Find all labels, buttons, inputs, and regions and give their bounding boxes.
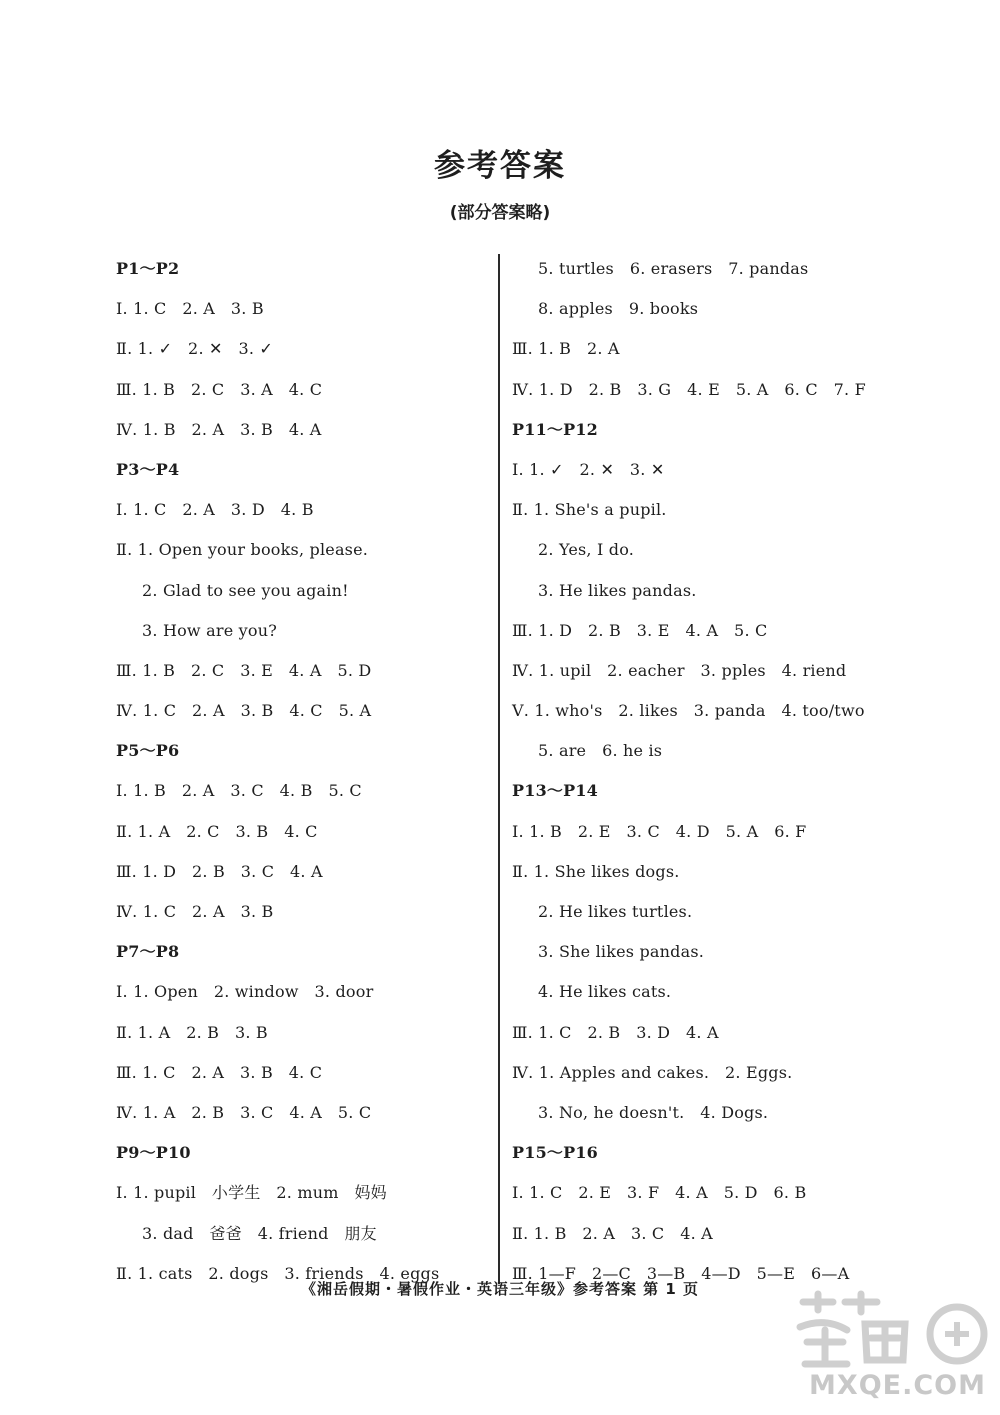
section-heading: P7～P8 [116, 942, 180, 962]
page-footer: 《湘岳假期・暑假作业・英语三年级》参考答案 第 1 页 [300, 1280, 700, 1298]
section-heading: P3～P4 [116, 459, 180, 479]
answer-line: Ⅱ. 1. cats 2. dogs 3. friends 4. eggs [116, 1263, 440, 1283]
answer-line: Ⅳ. 1. D 2. B 3. G 4. E 5. A 6. C 7. F [512, 379, 866, 399]
answer-line: Ⅲ. 1. B 2. C 3. E 4. A 5. D [116, 660, 372, 680]
watermark-text: MXQE.COM [809, 1370, 986, 1401]
answer-line: Ⅰ. 1. Open 2. window 3. door [116, 982, 374, 1002]
answer-line: 5. turtles 6. erasers 7. pandas [538, 259, 809, 278]
answer-line: 2. He likes turtles. [538, 902, 693, 921]
answer-line: 8. apples 9. books [538, 299, 699, 319]
answer-line: Ⅱ. 1. A 2. B 3. B [116, 1022, 268, 1042]
answer-line: Ⅲ. 1. C 2. A 3. B 4. C [116, 1062, 323, 1082]
answer-line: Ⅳ. 1. C 2. A 3. B 4. C 5. A [116, 701, 372, 721]
answer-line: 3. How are you? [142, 620, 278, 640]
section-heading: P13～P14 [512, 781, 598, 801]
answer-line: Ⅲ. 1. D 2. B 3. C 4. A [116, 861, 323, 881]
answer-line: Ⅰ. 1. ✓ 2. ✕ 3. ✕ [512, 459, 665, 479]
section-heading: P5～P6 [116, 741, 180, 761]
section-heading: P15～P16 [512, 1143, 598, 1163]
section-heading: P11～P12 [512, 419, 598, 439]
answers-right-column [512, 249, 912, 1294]
section-heading: P1～P2 [116, 259, 180, 278]
page-title: 参考答案 [434, 148, 566, 184]
answer-line: Ⅰ. 1. C 2. A 3. B [116, 299, 264, 319]
answer-line: Ⅱ. 1. She likes dogs. [512, 861, 680, 881]
answer-line: Ⅱ. 1. ✓ 2. ✕ 3. ✓ [116, 339, 274, 359]
answer-line: Ⅰ. 1. C 2. A 3. D 4. B [116, 500, 314, 520]
section-heading: P9～P10 [116, 1143, 191, 1163]
answer-line: Ⅰ. 1. pupil 小学生 2. mum 妈妈 [116, 1183, 387, 1203]
answer-line: Ⅲ. 1. C 2. B 3. D 4. A [512, 1022, 719, 1042]
answer-line: 5. are 6. he is [538, 741, 663, 761]
answer-line: Ⅲ. 1. D 2. B 3. E 4. A 5. C [512, 620, 768, 640]
answer-line: 3. He likes pandas. [538, 580, 697, 600]
answers-left-column [116, 249, 486, 1294]
answer-line: Ⅱ. 1. A 2. C 3. B 4. C [116, 821, 318, 841]
answer-line: 2. Yes, I do. [538, 540, 635, 560]
answer-line: Ⅲ. 1. B 2. A [512, 339, 620, 359]
answer-line: 3. No, he doesn't. 4. Dogs. [538, 1102, 769, 1122]
answer-line: Ⅴ. 1. who's 2. likes 3. panda 4. too/two [512, 701, 865, 721]
column-divider [498, 254, 500, 1284]
answer-line: Ⅳ. 1. B 2. A 3. B 4. A [116, 419, 322, 439]
answer-line: Ⅰ. 1. B 2. A 3. C 4. B 5. C [116, 781, 362, 801]
answer-line: Ⅳ. 1. A 2. B 3. C 4. A 5. C [116, 1102, 372, 1122]
answer-line: Ⅲ. 1. B 2. C 3. A 4. C [116, 379, 323, 399]
page-subtitle: (部分答案略) [449, 203, 551, 223]
answer-line: 3. She likes pandas. [538, 942, 705, 962]
answer-line: Ⅲ. 1—F 2—C 3—B 4—D 5—E 6—A [512, 1263, 850, 1283]
answer-line: 2. Glad to see you again! [142, 580, 349, 600]
answer-line: Ⅳ. 1. Apples and cakes. 2. Eggs. [512, 1062, 793, 1082]
answer-line: Ⅰ. 1. B 2. E 3. C 4. D 5. A 6. F [512, 821, 807, 841]
answer-line: Ⅱ. 1. B 2. A 3. C 4. A [512, 1223, 713, 1243]
answer-line: Ⅱ. 1. She's a pupil. [512, 500, 667, 520]
answer-line: Ⅱ. 1. Open your books, please. [116, 540, 369, 560]
answer-line: Ⅰ. 1. C 2. E 3. F 4. A 5. D 6. B [512, 1183, 807, 1203]
answer-line: 3. dad 爸爸 4. friend 朋友 [142, 1223, 377, 1243]
answer-line: 4. He likes cats. [538, 982, 672, 1002]
watermark-logo [785, 1272, 990, 1407]
answer-line: Ⅳ. 1. upil 2. eacher 3. pples 4. riend [512, 660, 847, 680]
answer-line: Ⅳ. 1. C 2. A 3. B [116, 902, 274, 921]
